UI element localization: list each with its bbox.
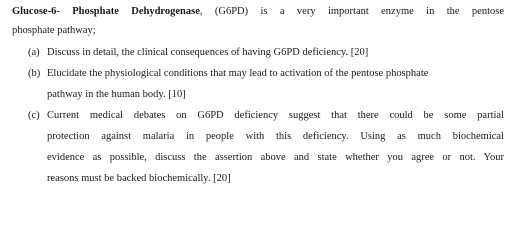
question-a-text: Discuss in detail, the clinical consequences of having G6PD deficiency. [20] (47, 47, 369, 58)
question-a (28, 47, 368, 59)
question-c (28, 110, 504, 122)
intro-line-1 (12, 6, 504, 18)
question-b (28, 68, 428, 80)
intro-line-2: phosphate pathway; (12, 25, 96, 36)
enzyme-title: Glucose-6- Phosphate Dehydrogenase (12, 6, 200, 17)
question-b-marker: (b) (28, 68, 41, 79)
intro-line-1-rest: , (G6PD) is a very important enzyme in the pentose (199, 6, 504, 17)
question-a-marker: (a) (28, 47, 40, 58)
question-b-text-line-2: pathway in the human body. [10] (47, 89, 186, 100)
question-c-text-line-4: reasons must be backed biochemically. [20] (47, 173, 231, 184)
question-c-text-line-1: Current medical debates on G6PD deficiency suggest that there could be some partial (47, 110, 504, 121)
question-c-text-line-3: evidence as possible, discuss the assertion above and state whether you agree or not. Your (47, 152, 504, 163)
question-b-text-line-1: Elucidate the physiological conditions that may lead to activation of the pentose phosphate (47, 68, 429, 79)
question-c-text-line-2: protection against malaria in people with this deficiency. Using as much biochemical (47, 131, 504, 142)
question-c-marker: (c) (28, 110, 40, 121)
